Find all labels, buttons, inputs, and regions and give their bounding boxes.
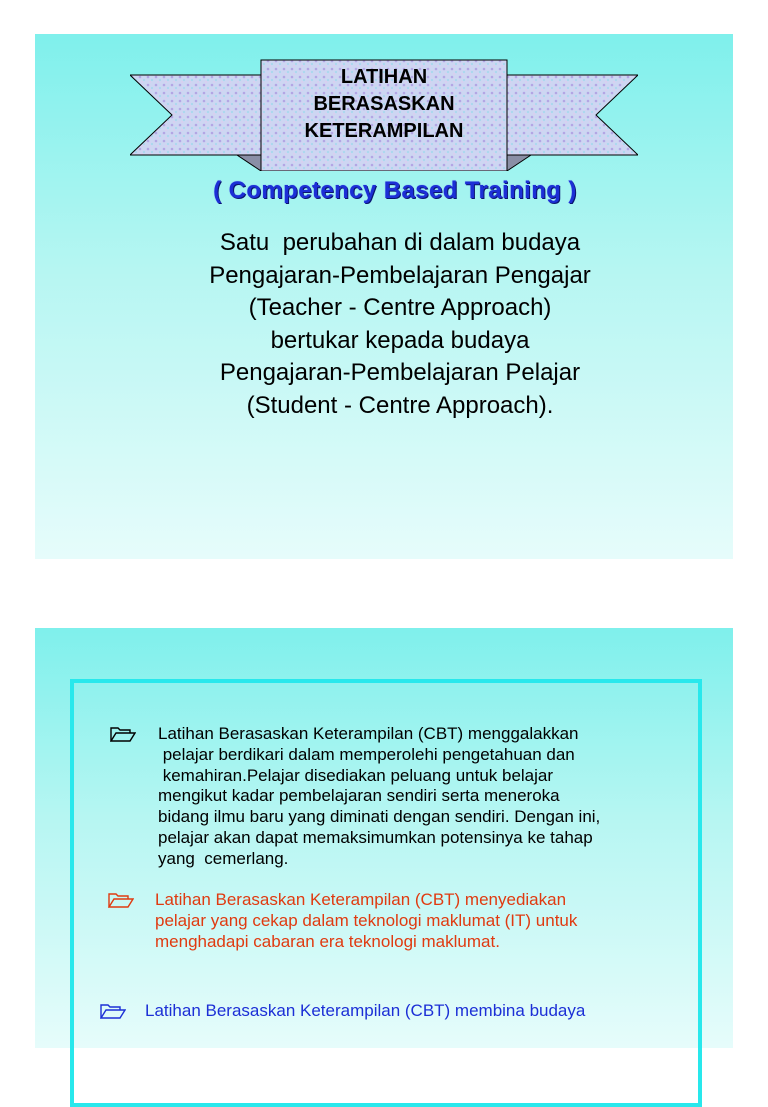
folder-open-icon <box>100 1003 126 1019</box>
body-line: Pengajaran-Pembelajaran Pengajar <box>209 261 591 289</box>
body-line: (Teacher - Centre Approach) <box>248 294 552 321</box>
slide-subtitle: ( Competency Based Training ) <box>213 177 577 204</box>
body-line: Pengajaran-Pembelajaran Pelajar <box>219 359 581 386</box>
bullet-line: bidang ilmu baru yang diminati dengan sendiri. Dengan ini, <box>158 807 601 827</box>
bullet-line: pelajar yang cekap dalam teknologi maklumat (IT) untuk <box>155 910 578 930</box>
body-line: bertukar kepada budaya <box>270 326 530 354</box>
folder-open-icon <box>108 892 134 908</box>
bullet-line: kemahiran.Pelajar disediakan peluang untuk belajar <box>158 765 554 785</box>
bullet-line: menghadapi cabaran era teknologi maklumat. <box>155 931 500 951</box>
bullet-line: Latihan Berasaskan Keterampilan (CBT) menyediakan <box>155 890 567 909</box>
slide-title: LATIHAN BERASASKAN KETERAMPILAN <box>304 66 464 142</box>
body-line: (Student - Centre Approach). <box>246 391 554 419</box>
bullet-line: Latihan Berasaskan Keterampilan (CBT) menggalakkan <box>158 724 579 743</box>
bullet-line: Latihan Berasaskan Keterampilan (CBT) membina budaya <box>145 1001 586 1020</box>
slide-2 <box>35 628 733 1048</box>
bullet-line: pelajar berdikari dalam memperolehi pengetahuan dan <box>158 744 575 764</box>
folder-open-icon <box>110 726 136 742</box>
bullet-line: pelajar akan dapat memaksimumkan potensinya ke tahap <box>158 827 593 847</box>
bullet-line: yang cemerlang. <box>158 848 289 868</box>
slide-body <box>35 227 765 422</box>
body-line: Satu perubahan di dalam budaya <box>219 229 581 256</box>
slide-1 <box>35 34 733 559</box>
bullet-line: mengikut kadar pembelajaran sendiri serta meneroka <box>158 786 560 806</box>
